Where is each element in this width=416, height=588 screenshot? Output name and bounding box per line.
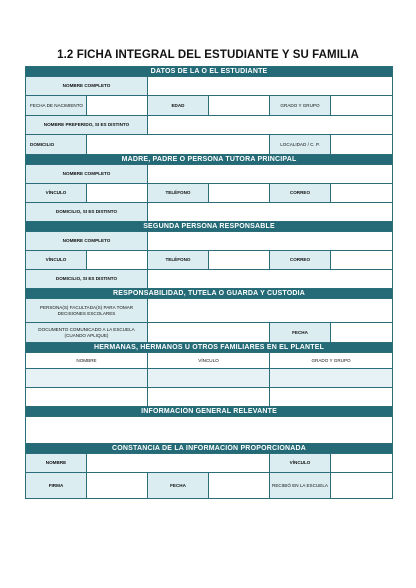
student-address-field[interactable]	[87, 135, 270, 155]
general-info-field[interactable]	[26, 417, 393, 444]
custody-date-label: FECHA	[270, 323, 331, 343]
student-full-name-field[interactable]	[148, 77, 393, 96]
guardian1-relationship-label: VÍNCULO	[26, 184, 87, 203]
guardian2-full-name-label: NOMBRE COMPLETO	[26, 232, 148, 251]
record-name-label: NOMBRE	[26, 454, 87, 473]
guardian2-full-name-field[interactable]	[148, 232, 393, 251]
guardian2-email-label: CORREO	[270, 251, 331, 270]
student-form	[25, 66, 393, 499]
guardian2-phone-field[interactable]	[209, 251, 270, 270]
siblings-col-name: NOMBRE	[26, 353, 148, 369]
student-grade-group-field[interactable]	[331, 96, 393, 116]
student-preferred-name-label: NOMBRE PREFERIDO, SI ES DISTINTO	[26, 116, 148, 135]
student-grade-group-label: GRADO Y GRUPO	[270, 96, 331, 116]
guardian2-email-field[interactable]	[331, 251, 393, 270]
custody-section-header: RESPONSABILIDAD, TUTELA O GUARDA Y CUSTODIA	[26, 289, 393, 299]
student-locality-label: LOCALIDAD / C. P.	[270, 135, 331, 155]
siblings-name-field[interactable]	[26, 369, 148, 388]
siblings-row	[26, 388, 393, 407]
guardian2-relationship-field[interactable]	[87, 251, 148, 270]
guardian1-section-header: MADRE, PADRE O PERSONA TUTORA PRINCIPAL	[26, 155, 393, 165]
guardian1-full-name-label: NOMBRE COMPLETO	[26, 165, 148, 184]
siblings-relationship-field[interactable]	[148, 369, 270, 388]
page-title: 1.2 FICHA INTEGRAL DEL ESTUDIANTE Y SU FAMILIA	[57, 49, 359, 61]
siblings-col-relationship: VÍNCULO	[148, 353, 270, 369]
general-info-section-header: INFORMACIÓN GENERAL RELEVANTE	[26, 407, 393, 417]
record-signature-field[interactable]	[87, 473, 148, 499]
guardian2-address-field[interactable]	[148, 270, 393, 289]
record-signature-label: FIRMA	[26, 473, 87, 499]
siblings-section-header: HERMANAS, HERMANOS U OTROS FAMILIARES EN EL PLANTEL	[26, 343, 393, 353]
student-birth-date-field[interactable]	[87, 96, 148, 116]
student-preferred-name-field[interactable]	[148, 116, 393, 135]
record-received-field[interactable]	[331, 473, 393, 499]
siblings-row	[26, 369, 393, 388]
guardian1-full-name-field[interactable]	[148, 165, 393, 184]
student-address-label: DOMICILIO	[26, 135, 87, 155]
record-relationship-label: VÍNCULO	[270, 454, 331, 473]
siblings-name-field[interactable]	[26, 388, 148, 407]
guardian1-phone-label: TELÉFONO	[148, 184, 209, 203]
custody-document-label: DOCUMENTO COMUNICADO A LA ESCUELA (CUANDO APLIQUE)	[26, 323, 148, 343]
siblings-grade-group-field[interactable]	[270, 369, 393, 388]
siblings-col-grade-group: GRADO Y GRUPO	[270, 353, 393, 369]
record-relationship-field[interactable]	[331, 454, 393, 473]
student-birth-date-label: FECHA DE NACIMIENTO	[26, 96, 87, 116]
record-date-field[interactable]	[209, 473, 270, 499]
guardian2-section-header: SEGUNDA PERSONA RESPONSABLE	[26, 222, 393, 232]
siblings-relationship-field[interactable]	[148, 388, 270, 407]
guardian1-relationship-field[interactable]	[87, 184, 148, 203]
guardian1-address-field[interactable]	[148, 203, 393, 222]
record-received-label: RECIBIÓ EN LA ESCUELA	[270, 473, 331, 499]
student-full-name-label: NOMBRE COMPLETO	[26, 77, 148, 96]
student-section-header: DATOS DE LA O EL ESTUDIANTE	[26, 67, 393, 77]
siblings-grade-group-field[interactable]	[270, 388, 393, 407]
guardian2-relationship-label: VÍNCULO	[26, 251, 87, 270]
student-locality-field[interactable]	[331, 135, 393, 155]
record-name-field[interactable]	[87, 454, 270, 473]
guardian1-address-label: DOMICILIO, SI ES DISTINTO	[26, 203, 148, 222]
guardian1-phone-field[interactable]	[209, 184, 270, 203]
guardian2-phone-label: TELÉFONO	[148, 251, 209, 270]
custody-date-field[interactable]	[331, 323, 393, 343]
custody-decision-makers-label: PERSONA(S) FACULTADA(S) PARA TOMAR DECISIONES ESCOLARES	[26, 299, 148, 323]
record-date-label: FECHA	[148, 473, 209, 499]
guardian1-email-field[interactable]	[331, 184, 393, 203]
record-section-header: CONSTANCIA DE LA INFORMACIÓN PROPORCIONADA	[26, 444, 393, 454]
guardian2-address-label: DOMICILIO, SI ES DISTINTO	[26, 270, 148, 289]
student-age-field[interactable]	[209, 96, 270, 116]
custody-decision-makers-field[interactable]	[148, 299, 393, 323]
custody-document-field[interactable]	[148, 323, 270, 343]
student-age-label: EDAD	[148, 96, 209, 116]
guardian1-email-label: CORREO	[270, 184, 331, 203]
